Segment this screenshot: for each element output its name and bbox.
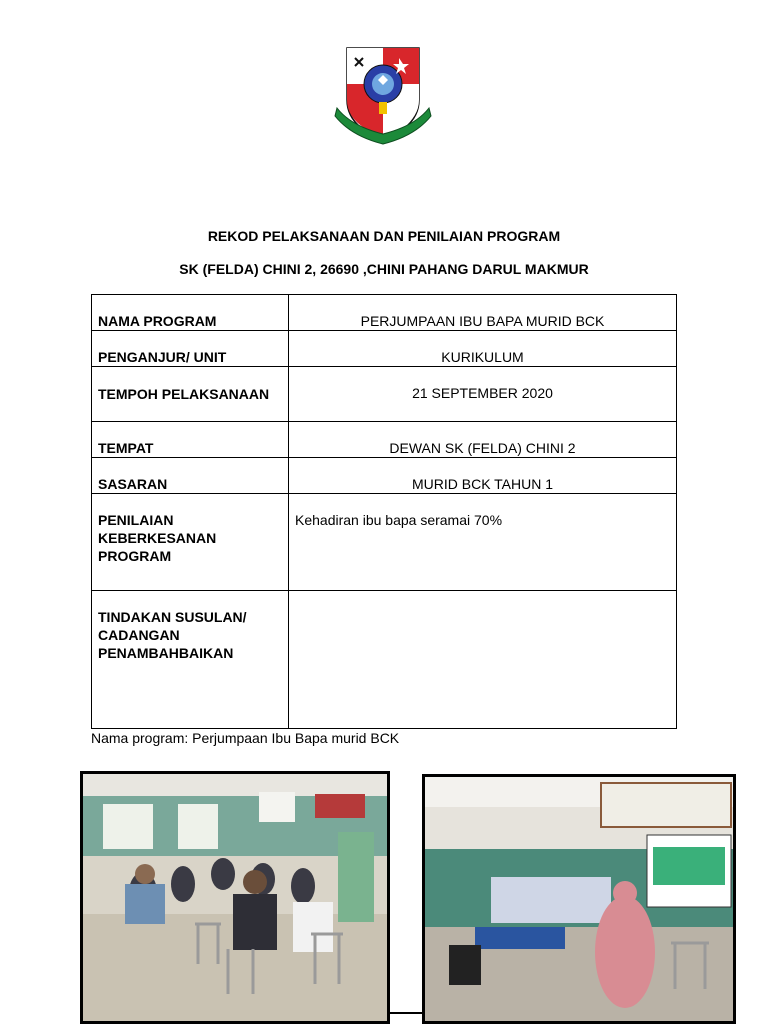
row-value	[289, 591, 677, 729]
row-label: TEMPAT	[92, 422, 289, 458]
row-value: PERJUMPAAN IBU BAPA MURID BCK	[289, 295, 677, 331]
document-subtitle: SK (FELDA) CHINI 2, 26690 ,CHINI PAHANG DARUL MAKMUR	[179, 261, 589, 277]
row-value: DEWAN SK (FELDA) CHINI 2	[289, 422, 677, 458]
table-row	[92, 591, 677, 729]
row-label: NAMA PROGRAM	[92, 295, 289, 331]
row-value: MURID BCK TAHUN 1	[289, 458, 677, 494]
document-title: REKOD PELAKSANAAN DAN PENILAIAN PROGRAM	[207, 228, 561, 244]
table-row	[92, 458, 677, 494]
row-value: KURIKULUM	[289, 331, 677, 367]
row-label: PENILAIAN KEBERKESANAN PROGRAM	[92, 494, 289, 591]
row-label: TINDAKAN SUSULAN/ CADANGAN PENAMBAHBAIKAN	[92, 591, 289, 729]
table-row	[92, 295, 677, 331]
meeting-hall-photo	[80, 771, 390, 1024]
program-record-table	[91, 294, 677, 729]
row-value: 21 SEPTEMBER 2020	[289, 367, 677, 422]
table-row	[92, 331, 677, 367]
row-label: SASARAN	[92, 458, 289, 494]
table-row	[92, 494, 677, 591]
divider	[390, 1012, 422, 1014]
photo-caption: Nama program: Perjumpaan Ibu Bapa murid BCK	[91, 730, 400, 746]
row-label: PENGANJUR/ UNIT	[92, 331, 289, 367]
row-value: Kehadiran ibu bapa seramai 70%	[289, 494, 677, 591]
table-row	[92, 422, 677, 458]
school-crest-icon	[333, 44, 433, 148]
presentation-photo	[422, 774, 736, 1024]
table-row	[92, 367, 677, 422]
row-label: TEMPOH PELAKSANAAN	[92, 367, 289, 422]
